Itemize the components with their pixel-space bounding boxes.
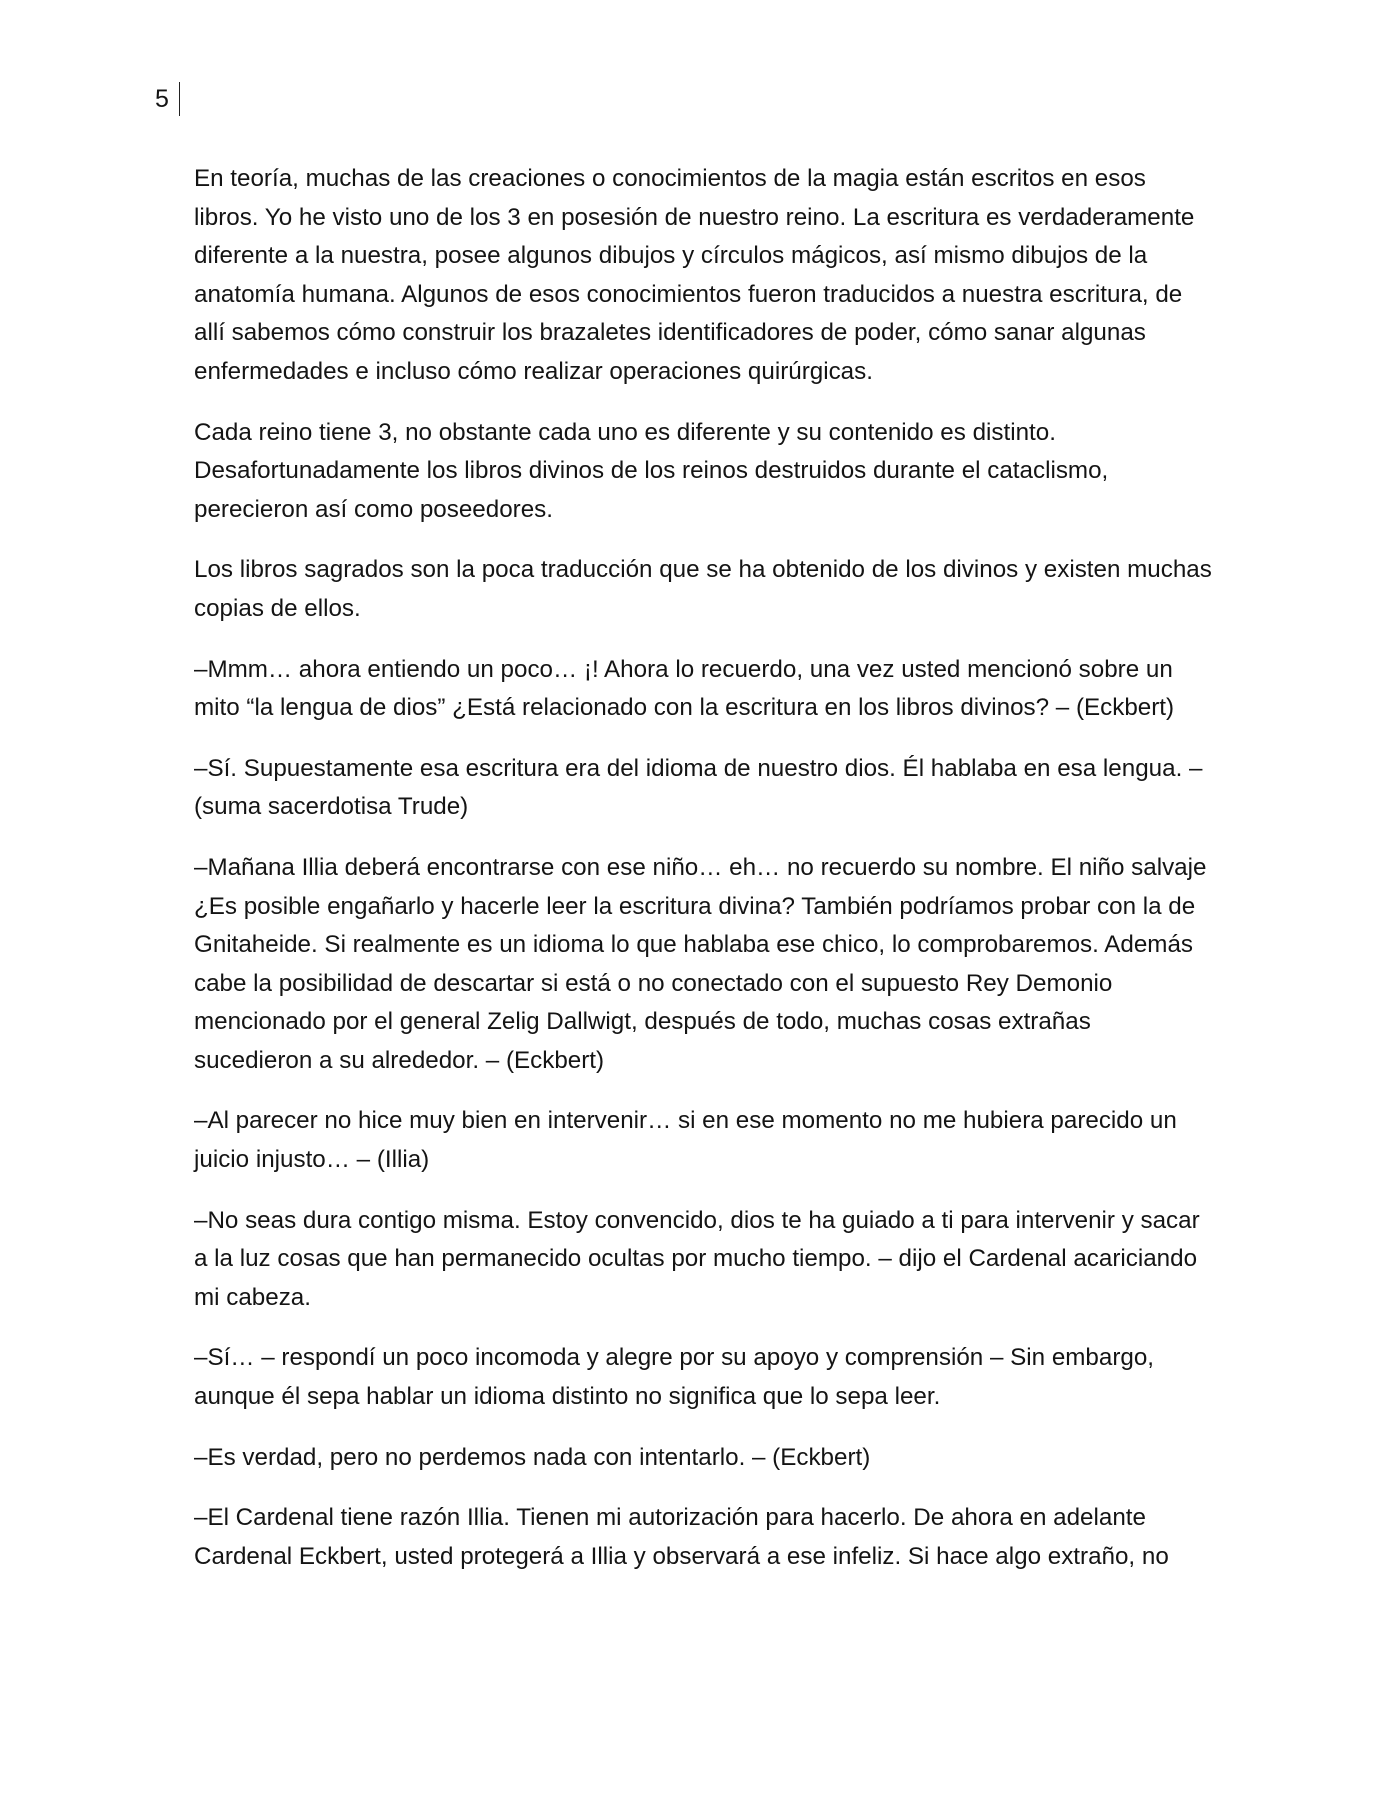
- paragraph: Cada reino tiene 3, no obstante cada uno es diferente y su contenido es distinto. Desafortunadamente los libros divinos de los reinos destruidos durante el cataclismo, perecieron así como poseedores.: [194, 418, 1109, 523]
- dialogue-paragraph: –Al parecer no hice muy bien en intervenir… si en ese momento no me hubiera parecido un juicio injusto… – (Illia): [194, 1107, 1177, 1174]
- paragraph: Los libros sagrados son la poca traducción que se ha obtenido de los divinos y existen muchas copias de ellos.: [194, 556, 1212, 622]
- dialogue-paragraph: –Sí… – respondí un poco incomoda y alegre por su apoyo y comprensión – Sin embargo, aunque él sepa hablar un idioma distinto no significa que lo sepa leer.: [194, 1344, 1155, 1411]
- dialogue-paragraph: –No seas dura contigo misma. Estoy convencido, dios te ha guiado a ti para intervenir y sacar a la luz cosas que han permanecido ocultas por mucho tiempo. – dijo el Cardenal acariciando mi cabeza.: [194, 1206, 1200, 1311]
- dialogue-paragraph: –El Cardenal tiene razón Illia. Tienen mi autorización para hacerlo. De ahora en adelante Cardenal Eckbert, usted protegerá a Illia y observará a ese infeliz. Si hace algo extraño, no: [194, 1504, 1169, 1570]
- page-header: [155, 82, 180, 116]
- page-number: 5: [155, 82, 180, 116]
- dialogue-paragraph: –Es verdad, pero no perdemos nada con intentarlo. – (Eckbert): [194, 1443, 871, 1471]
- paragraph: En teoría, muchas de las creaciones o conocimientos de la magia están escritos en esos libros. Yo he visto uno de los 3 en posesión de nuestro reino. La escritura es verdaderamente diferente a la nuestra, posee algunos dibujos y círculos mágicos, así mismo dibujos de la anatomía humana. Algunos de esos conocimientos fueron traducidos a nuestra escritura, de allí sabemos cómo construir los brazaletes identificadores de poder, cómo sanar algunas enfermedades e incluso cómo realizar operaciones quirúrgicas.: [194, 165, 1195, 385]
- dialogue-paragraph: –Sí. Supuestamente esa escritura era del idioma de nuestro dios. Él hablaba en esa lengua. – (suma sacerdotisa Trude): [194, 754, 1203, 821]
- dialogue-paragraph: –Mañana Illia deberá encontrarse con ese niño… eh… no recuerdo su nombre. El niño salvaje ¿Es posible engañarlo y hacerle leer la escritura divina? También podríamos probar con la de Gnitaheide. Si realmente es un idioma lo que hablaba ese chico, lo comprobaremos. Además cabe la posibilidad de descartar si está o no conectado con el supuesto Rey Demonio mencionado por el general Zelig Dallwigt, después de todo, muchas cosas extrañas sucedieron a su alrededor. – (Eckbert): [194, 853, 1207, 1074]
- dialogue-paragraph: –Mmm… ahora entiendo un poco… ¡! Ahora lo recuerdo, una vez usted mencionó sobre un mito “la lengua de dios” ¿Está relacionado con la escritura en los libros divinos? – (Eckbert): [194, 655, 1175, 722]
- body-text: [194, 160, 1214, 1598]
